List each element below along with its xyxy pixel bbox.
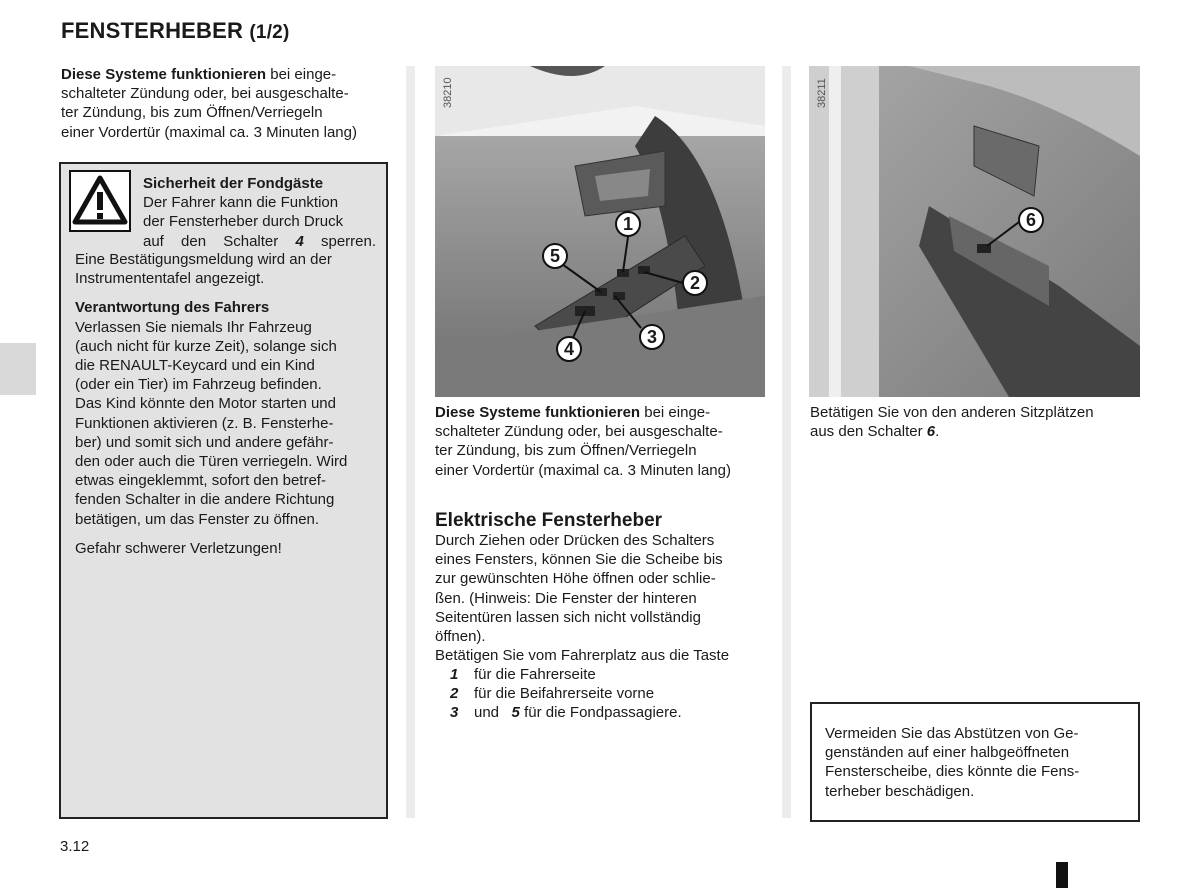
list-num: 1 xyxy=(450,666,459,683)
list-item xyxy=(450,703,765,722)
intro-line: schalteter Zündung oder, bei ausgeschalte- xyxy=(435,423,723,441)
col3-caption xyxy=(810,403,1140,441)
callout-5: 5 xyxy=(542,243,568,269)
rear-door-illustration xyxy=(809,66,1140,397)
callout-3: 3 xyxy=(639,324,665,350)
warning-heading-2: Verantwortung des Fahrers xyxy=(75,299,270,317)
warning-line: (auch nicht für kurze Zeit), solange sich xyxy=(75,337,337,355)
intro-line: ter Zündung, bis zum Öffnen/Verriegeln xyxy=(61,104,323,122)
title-suffix: (1/2) xyxy=(249,22,290,43)
door-panel-photo-driver xyxy=(435,66,765,397)
body-line: Betätigen Sie vom Fahrerplatz aus die Taste xyxy=(435,647,730,665)
caption-part: aus den Schalter xyxy=(810,423,923,441)
switch-list xyxy=(450,665,765,723)
list-num: 3 xyxy=(450,704,459,722)
switch-ref: 6 xyxy=(926,423,936,441)
warning-line: etwas eingeklemmt, sofort den betref- xyxy=(75,472,326,490)
list-item xyxy=(450,665,765,684)
warning-line: der Fensterheber durch Druck xyxy=(143,213,344,231)
list-text: für die Fondpassagiere. xyxy=(524,704,682,722)
intro-line: bei einge- xyxy=(270,66,337,83)
image-number: 38211 xyxy=(816,78,828,108)
warning-line: den oder auch die Türen verriegeln. Wird xyxy=(75,453,348,471)
intro-line: bei einge- xyxy=(644,404,711,421)
warning-line-part: sperren. xyxy=(320,232,377,250)
danger-note: Gefahr schwerer Verletzungen! xyxy=(75,539,282,557)
page-number: 3.12 xyxy=(60,838,90,855)
note-line: Fensterscheibe, dies könnte die Fens- xyxy=(825,763,1080,781)
column-divider xyxy=(406,66,415,818)
list-text: und xyxy=(474,704,500,722)
body-line: zur gewünschten Höhe öffnen oder schlie- xyxy=(435,570,716,588)
warning-line: (oder ein Tier) im Fahrzeug befinden. xyxy=(75,376,322,394)
col2-body xyxy=(435,531,765,665)
warning-line: Funktionen aktivieren (z. B. Fensterhe- xyxy=(75,414,334,432)
warning-heading: Sicherheit der Fondgäste xyxy=(143,175,324,192)
warning-line: Das Kind könnte den Motor starten und xyxy=(75,395,336,413)
warning-triangle-icon xyxy=(69,170,131,232)
col1-intro xyxy=(61,65,390,142)
body-line: Durch Ziehen oder Drücken des Schalters xyxy=(435,532,715,549)
warning-line: die RENAULT-Keycard und ein Kind xyxy=(75,357,315,375)
title-text: FENSTERHEBER xyxy=(61,18,244,43)
intro-bold: Diese Systeme funktionieren xyxy=(61,66,267,83)
intro-line: ter Zündung, bis zum Öffnen/Verriegeln xyxy=(435,442,697,460)
intro-line: schalteter Zündung oder, bei ausgeschalte- xyxy=(61,85,349,103)
callout-4: 4 xyxy=(556,336,582,362)
col2-intro xyxy=(435,403,765,480)
callout-2: 2 xyxy=(682,270,708,296)
warning-body xyxy=(75,250,376,558)
note-line: terheber beschädigen. xyxy=(825,782,975,800)
warning-line: Verlassen Sie niemals Ihr Fahrzeug xyxy=(75,318,312,336)
note-line: genständen auf einer halbgeöffneten xyxy=(825,744,1070,762)
caption-line: Betätigen Sie von den anderen Sitzplätzen xyxy=(810,404,1094,421)
list-num: 5 xyxy=(511,704,520,722)
list-item xyxy=(450,684,765,703)
warning-line: Instrumententafel angezeigt. xyxy=(75,270,265,288)
warning-line xyxy=(143,232,376,251)
intro-line: einer Vordertür (maximal ca. 3 Minuten lang) xyxy=(61,123,357,141)
door-panel-illustration xyxy=(435,66,765,397)
image-number: 38210 xyxy=(442,77,454,108)
warning-line: ber) und somit sich und andere gefähr- xyxy=(75,433,334,451)
column-divider xyxy=(782,66,791,818)
list-num: 2 xyxy=(450,685,459,703)
body-line: öffnen). xyxy=(435,628,486,646)
callout-1: 1 xyxy=(615,211,641,237)
warning-line: Der Fahrer kann die Funktion xyxy=(143,194,339,212)
body-line: eines Fensters, können Sie die Scheibe bis xyxy=(435,551,723,569)
chapter-tab xyxy=(0,343,36,395)
warning-line: betätigen, um das Fenster zu öffnen. xyxy=(75,510,320,528)
warning-line: Eine Bestätigungsmeldung wird an der xyxy=(75,251,332,268)
door-panel-photo-rear xyxy=(809,66,1140,397)
note-line: Vermeiden Sie das Abstützen von Ge- xyxy=(825,725,1079,742)
list-text: für die Fahrerseite xyxy=(474,666,596,683)
page-title xyxy=(61,18,289,44)
page-edge-marker xyxy=(1056,862,1068,888)
intro-line: einer Vordertür (maximal ca. 3 Minuten lang) xyxy=(435,461,731,479)
switch-ref: 4 xyxy=(295,232,304,250)
warning-line-part: auf den Schalter xyxy=(143,232,279,250)
note-text xyxy=(825,724,1125,801)
warning-head-block xyxy=(143,174,376,251)
list-text: für die Beifahrerseite vorne xyxy=(474,685,655,703)
warning-line: fenden Schalter in die andere Richtung xyxy=(75,491,335,509)
callout-6: 6 xyxy=(1018,207,1044,233)
body-line: ßen. (Hinweis: Die Fenster der hinteren xyxy=(435,589,697,607)
body-line: Seitentüren lassen sich nicht vollständig xyxy=(435,608,701,626)
section-heading: Elektrische Fensterheber xyxy=(435,510,663,531)
caption-line: aus den Schalter 6. xyxy=(810,423,940,441)
intro-bold: Diese Systeme funktionieren xyxy=(435,404,641,421)
